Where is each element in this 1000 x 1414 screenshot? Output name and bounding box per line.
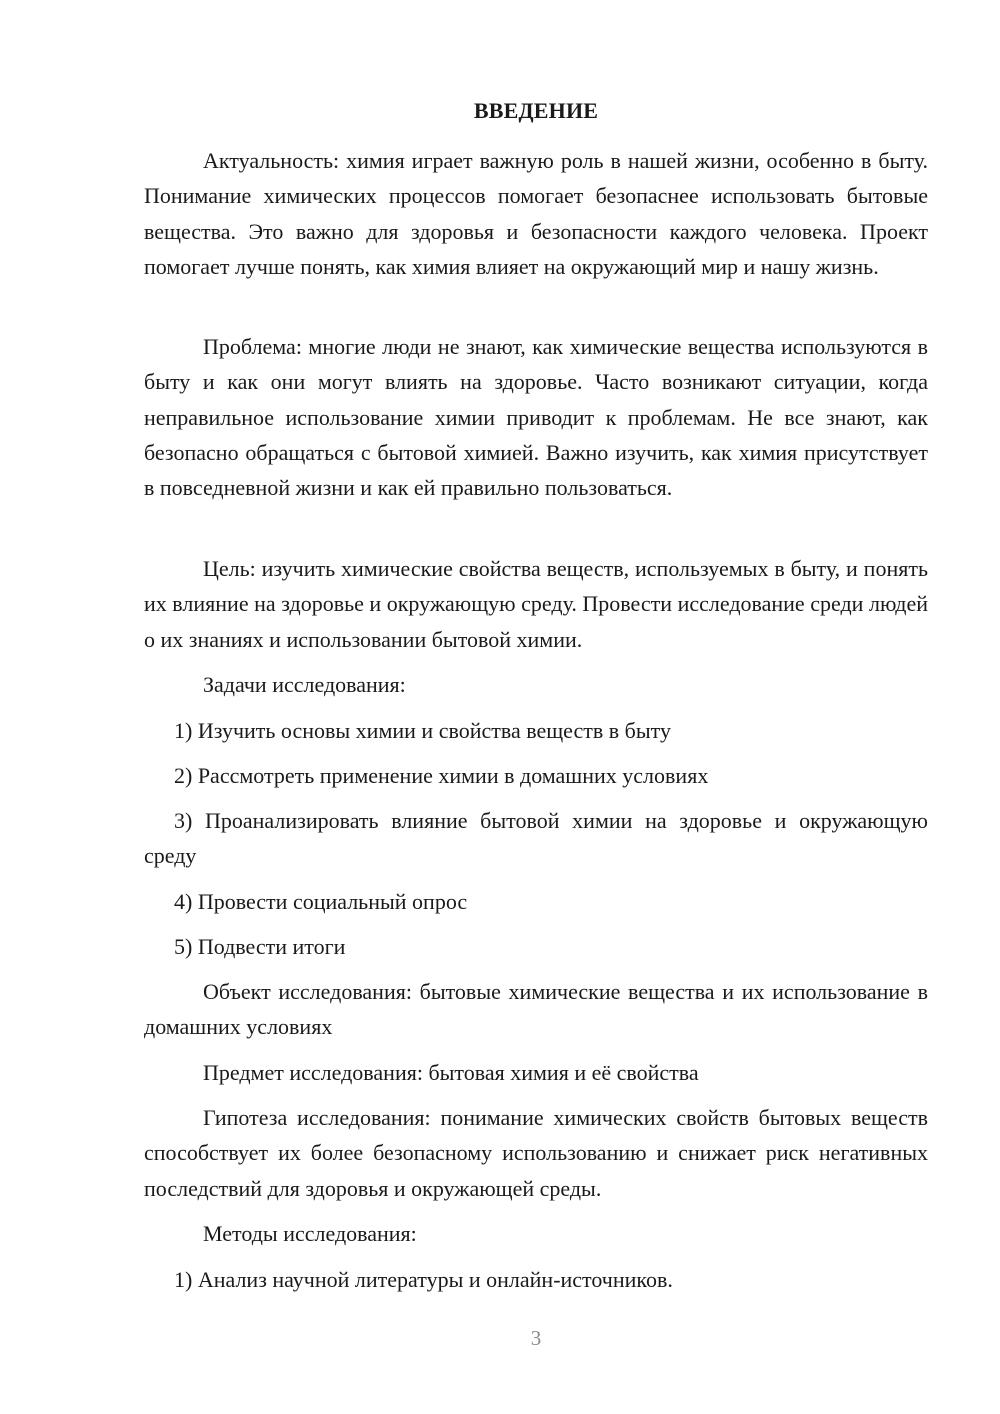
document-page <box>144 0 928 1414</box>
relevance-paragraph: Актуальность: химия играет важную роль в нашей жизни, особенно в быту. Понимание химических процессов помогает безопаснее использовать бытовые вещества. Это важно для здоровья и безопасности каждого человека. Проект помогает лучше понять, как химия влияет на окружающий мир и нашу жизнь. <box>144 148 928 279</box>
section-title: ВВЕДЕНИЕ <box>473 98 599 123</box>
tasks-heading: Задачи исследования: <box>203 672 406 697</box>
page-number: 3 <box>530 1326 542 1350</box>
problem-paragraph: Проблема: многие люди не знают, как химические вещества используются в быту и как они могут влиять на здоровье. Часто возникают ситуации, когда неправильное использование химии приводит к проблемам. Не все знают, как безопасно обращаться с бытовой химией. Важно изучить, как химия присутствует в повседневной жизни и как ей правильно пользоваться. <box>144 334 928 501</box>
task-item: 5) Подвести итоги <box>174 934 346 959</box>
methods-heading: Методы исследования: <box>203 1221 417 1246</box>
goal-paragraph: Цель: изучить химические свойства веществ, используемых в быту, и понять их влияние на здоровье и окружающую среду. Провести исследование среди людей о их знаниях и использовании бытовой химии. <box>144 556 928 652</box>
task-item: 3) Проанализировать влияние бытовой химии на здоровье и окружающую среду <box>144 808 928 869</box>
subject-paragraph: Предмет исследования: бытовая химия и её свойства <box>203 1060 699 1085</box>
hypothesis-paragraph: Гипотеза исследования: понимание химических свойств бытовых веществ способствует их более безопасному использованию и снижает риск негативных последствий для здоровья и окружающей среды. <box>144 1105 928 1201</box>
task-item: 4) Провести социальный опрос <box>174 889 468 914</box>
object-paragraph: Объект исследования: бытовые химические вещества и их использование в домашних условиях <box>144 979 928 1040</box>
method-item: 1) Анализ научной литературы и онлайн-источников. <box>174 1267 673 1292</box>
task-item: 1) Изучить основы химии и свойства веществ в быту <box>174 718 671 743</box>
task-item: 2) Рассмотреть применение химии в домашних условиях <box>174 763 709 788</box>
